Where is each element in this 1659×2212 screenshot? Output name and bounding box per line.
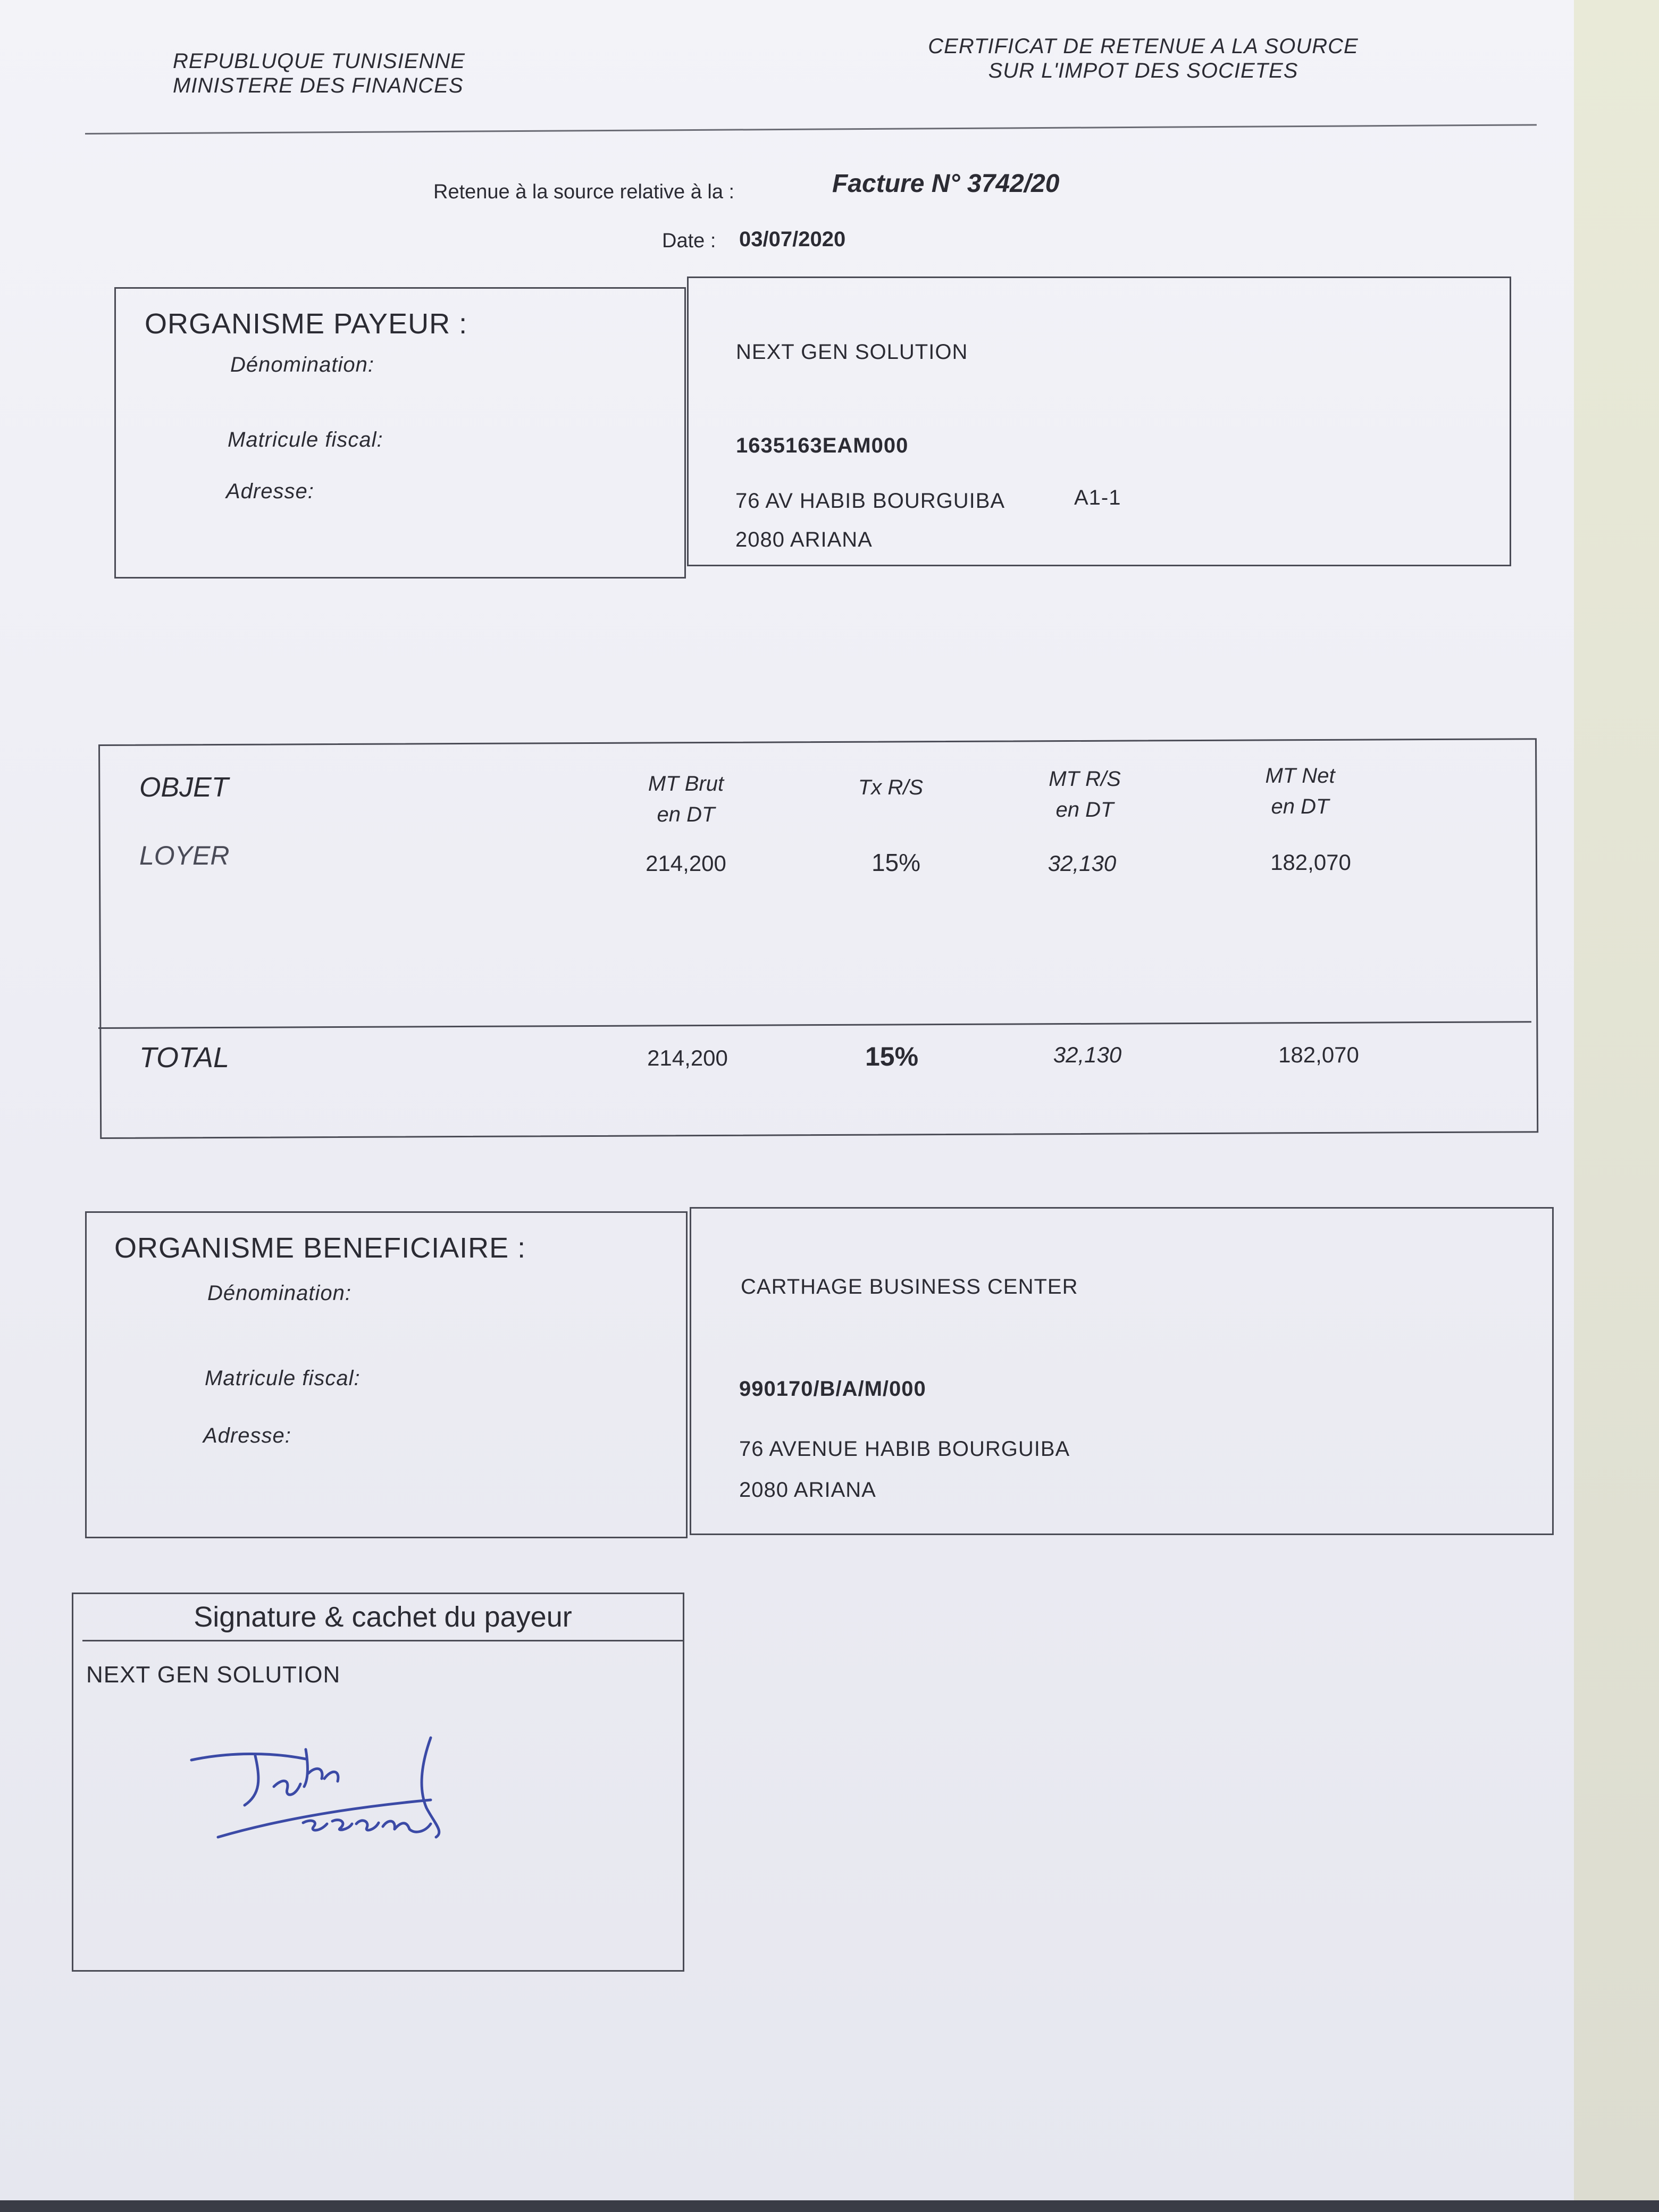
payeur-denomination: NEXT GEN SOLUTION xyxy=(736,340,968,364)
background-surface xyxy=(1574,0,1659,2212)
signature-title: Signature & cachet du payeur xyxy=(82,1593,683,1641)
payeur-matricule-label: Matricule fiscal: xyxy=(228,428,383,451)
beneficiaire-denomination: CARTHAGE BUSINESS CENTER xyxy=(741,1275,1078,1298)
total-mt-brut: 214,200 xyxy=(647,1045,728,1070)
payeur-address-line1: 76 AV HABIB BOURGUIBA xyxy=(735,489,1006,513)
row-mt-brut: 214,200 xyxy=(646,851,726,876)
total-tx-rs: 15% xyxy=(865,1042,919,1071)
payeur-address-line2: 2080 ARIANA xyxy=(735,528,873,551)
header-mt-rs-line1: MT R/S xyxy=(1049,767,1121,791)
date-value: 03/07/2020 xyxy=(739,228,846,251)
beneficiaire-address-line1: 76 AVENUE HABIB BOURGUIBA xyxy=(739,1437,1070,1461)
header-mt-brut-line1: MT Brut xyxy=(648,772,724,795)
header-mt-net-line1: MT Net xyxy=(1265,764,1335,787)
payeur-address-extra: A1-1 xyxy=(1074,486,1121,509)
reference-label: Retenue à la source relative à la : xyxy=(433,181,735,203)
invoice-number: Facture N° 3742/20 xyxy=(832,170,1060,198)
beneficiaire-matricule-label: Matricule fiscal: xyxy=(205,1367,361,1390)
issuer-block xyxy=(173,49,465,98)
date-label: Date : xyxy=(662,230,716,252)
issuer-ministry: MINISTERE DES FINANCES xyxy=(173,74,464,97)
header-mt-brut-line2: en DT xyxy=(657,803,715,826)
header-mt-rs xyxy=(1008,764,1162,825)
row-mt-rs: 32,130 xyxy=(1048,851,1117,876)
header-mt-net-line2: en DT xyxy=(1271,795,1329,818)
beneficiaire-adresse-label: Adresse: xyxy=(203,1424,291,1447)
header-tx-rs: Tx R/S xyxy=(858,776,924,799)
row-objet: LOYER xyxy=(139,841,230,870)
beneficiaire-title: ORGANISME BENEFICIAIRE : xyxy=(114,1232,526,1264)
beneficiaire-denomination-label: Dénomination: xyxy=(207,1281,351,1305)
payeur-title: ORGANISME PAYEUR : xyxy=(145,308,468,340)
header-mt-net xyxy=(1223,760,1377,822)
row-tx-rs: 15% xyxy=(871,849,921,876)
payeur-value-box xyxy=(687,276,1511,566)
payeur-adresse-label: Adresse: xyxy=(226,480,314,503)
beneficiaire-address-line2: 2080 ARIANA xyxy=(739,1478,876,1502)
total-mt-net: 182,070 xyxy=(1278,1042,1359,1067)
handwritten-signature xyxy=(181,1728,468,1856)
total-label: TOTAL xyxy=(139,1042,230,1074)
beneficiaire-matricule: 990170/B/A/M/000 xyxy=(739,1377,926,1401)
total-mt-rs: 32,130 xyxy=(1053,1042,1122,1067)
issuer-country: REPUBLUQUE TUNISIENNE xyxy=(173,49,465,73)
header-mt-rs-line2: en DT xyxy=(1055,798,1114,822)
header-objet: OBJET xyxy=(139,772,229,803)
bottom-edge xyxy=(0,2200,1659,2212)
document-title xyxy=(904,34,1382,83)
signature-company: NEXT GEN SOLUTION xyxy=(86,1662,341,1688)
header-mt-brut xyxy=(601,768,771,830)
document-title-line2: SUR L'IMPOT DES SOCIETES xyxy=(988,59,1298,82)
document-title-line1: CERTIFICAT DE RETENUE A LA SOURCE xyxy=(928,35,1359,58)
payeur-matricule: 1635163EAM000 xyxy=(736,434,909,457)
row-mt-net: 182,070 xyxy=(1270,850,1351,875)
payeur-denomination-label: Dénomination: xyxy=(230,353,374,376)
